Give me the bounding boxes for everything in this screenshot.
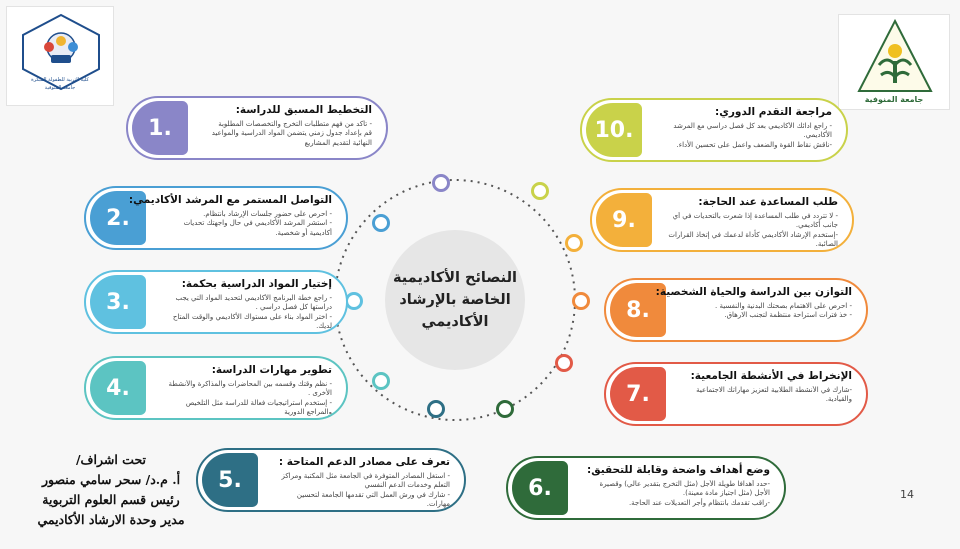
tip-number-badge: 8. (610, 283, 666, 337)
tip-body (202, 120, 372, 148)
ring-node-icon (531, 182, 549, 200)
tip-title: وضع أهداف واضحة وقابلة للتحقيق: (587, 464, 770, 476)
tip-title: تطوير مهارات الدراسة: (211, 364, 332, 376)
tip-number-badge: 6. (512, 461, 568, 515)
tip-body (160, 210, 332, 238)
tip-body (666, 212, 838, 249)
signature-line-3: رئيس قسم العلوم التربوية (42, 492, 180, 507)
ring-node-icon (496, 400, 514, 418)
tip-line: - إستخدم استراتيجيات فعالة للدراسة مثل التلخيص والمراجع الدورية (185, 398, 332, 416)
tip-line: -شارك في الأنشطة الطلابية لتعزيز مهاراتك الاجتماعية والقيادية. (696, 386, 852, 404)
tip-number-badge: 7. (610, 367, 666, 421)
tip-card-3 (84, 270, 348, 334)
tip-body (160, 294, 332, 331)
center-title-line-1: النصائح الأكاديمية (393, 270, 517, 286)
tip-line: - راجع ادائك الأكاديمي بعد كل فصل دراسي مع المرشد الأكاديمي. (673, 122, 832, 140)
ring-node-icon (572, 292, 590, 310)
tip-number-badge: 2. (90, 191, 146, 245)
center-title-line-2: الخاصة بالإرشاد (399, 292, 511, 308)
faculty-logo-caption-2: جامعة المنوفية (44, 85, 76, 91)
tip-title: التخطيط المسبق للدراسة: (235, 104, 372, 116)
tip-title: مراجعة التقدم الدوري: (715, 106, 832, 118)
tip-card-7 (604, 362, 868, 426)
tip-card-8 (604, 278, 868, 342)
tip-number-badge: 1. (132, 101, 188, 155)
page-number: 14 (900, 488, 914, 501)
ring-node-icon (432, 174, 450, 192)
tip-title: التوازن بين الدراسة والحياة الشخصية: (655, 286, 852, 298)
tip-body (680, 386, 852, 405)
tip-line: - استشر المرشد الأكاديمي في حال واجهتك تحديات أكاديمية أو شخصية. (183, 219, 332, 237)
tip-card-4 (84, 356, 348, 420)
tip-title: التواصل المستمر مع المرشد الأكاديمي: (128, 194, 332, 206)
tip-card-2 (84, 186, 348, 250)
signature-line-4: مدير وحدة الارشاد الأكاديمي (37, 512, 185, 527)
tip-card-1 (126, 96, 388, 160)
ring-node-icon (555, 354, 573, 372)
tip-line: - نظم وقتك وقسمه بين المحاضرات والمذاكرة والأنشطة الأخرى . (168, 380, 332, 398)
tip-title: تعرف على مصادر الدعم المتاحة : (278, 456, 450, 468)
tip-number-badge: 10. (586, 103, 642, 157)
tip-card-5 (196, 448, 466, 512)
tip-line: - شارك في ورش العمل التي تقدمها الجامعة لتحسين مهارات. (296, 490, 450, 508)
tip-line: -حدد أهدافا طويلة الأجل (مثل التخرج بتقدير عالي) وقصيرة الأجل (مثل اجتياز مادة معينة). (599, 480, 770, 498)
tip-card-9 (590, 188, 854, 252)
tip-title: الإنخراط في الأنشطة الجامعية: (690, 370, 852, 382)
signature-line-2: أ. م.د/ سحر سامي منصور (41, 472, 181, 487)
tip-line: - استغل المصادر المتوفرة في الجامعة مثل المكتبة ومراكز التعلم وخدمات الدعم النفسي (281, 472, 450, 490)
tip-card-6 (506, 456, 786, 520)
tip-line: - اختر المواد بناء على مستواك الأكاديمي والوقت المتاح لديك. (172, 312, 332, 330)
tip-body (160, 380, 332, 417)
tip-body (272, 472, 450, 509)
tip-body (582, 480, 770, 508)
tip-body (680, 302, 852, 321)
university-logo-caption: جامعة المنوفية (864, 95, 924, 104)
center-title-line-3: الأكاديمي (421, 314, 489, 330)
tip-card-10 (580, 98, 848, 162)
tip-body (656, 122, 832, 150)
faculty-logo-caption: كلية التربية للطفولة المبكرة (31, 77, 89, 83)
ring-node-icon (565, 234, 583, 252)
tip-number-badge: 3. (90, 275, 146, 329)
tip-line: -ناقش نقاط القوة والضعف واعمل على تحسين الأداء. (676, 140, 832, 149)
tip-line: قم بإعداد جدول زمني يتضمن المواد الدراسية والمواعيد النهائية لتقديم المشاريع (211, 129, 372, 147)
tip-title: طلب المساعدة عند الحاجة: (698, 196, 838, 208)
ring-node-icon (372, 372, 390, 390)
signature-line-1: تحت اشراف/ (75, 452, 146, 467)
tip-line: -راقب تقدمك بانتظام وأجر التعديلات عند الحاجة. (628, 498, 770, 507)
tip-title: إختيار المواد الدراسية بحكمة: (181, 278, 332, 290)
tip-number-badge: 9. (596, 193, 652, 247)
tip-line: - خذ فترات استراحة منتظمة لتجنب الارهاق. (724, 311, 852, 320)
tip-line: - لا تتردد في طلب المساعدة إذا شعرت بالتحديات في أي جانب أكاديمي. (672, 212, 838, 230)
supervision-signature (6, 450, 216, 530)
tip-number-badge: 4. (90, 361, 146, 415)
tip-line: - تأكد من فهم متطلبات التخرج والتخصصات المطلوبة (218, 120, 372, 128)
tip-line: - راجع خطة البرنامج الأكاديمي لتحديد المواد التي يجب دراستها كل فصل دراسي . (175, 294, 332, 312)
ring-node-icon (372, 214, 390, 232)
center-title (385, 230, 525, 370)
ring-node-icon (427, 400, 445, 418)
tip-line: - احرص على حضور جلسات الإرشاد بانتظام. (203, 210, 332, 218)
tip-line: -إستخدم الإرشاد الأكاديمي كأداة لدعمك في إتخاذ القرارات الصائبة. (668, 230, 838, 248)
tip-line: - احرص على الاهتمام بصحتك البدنية والنفسية . (715, 302, 852, 310)
tip-number-badge: 5. (202, 453, 258, 507)
